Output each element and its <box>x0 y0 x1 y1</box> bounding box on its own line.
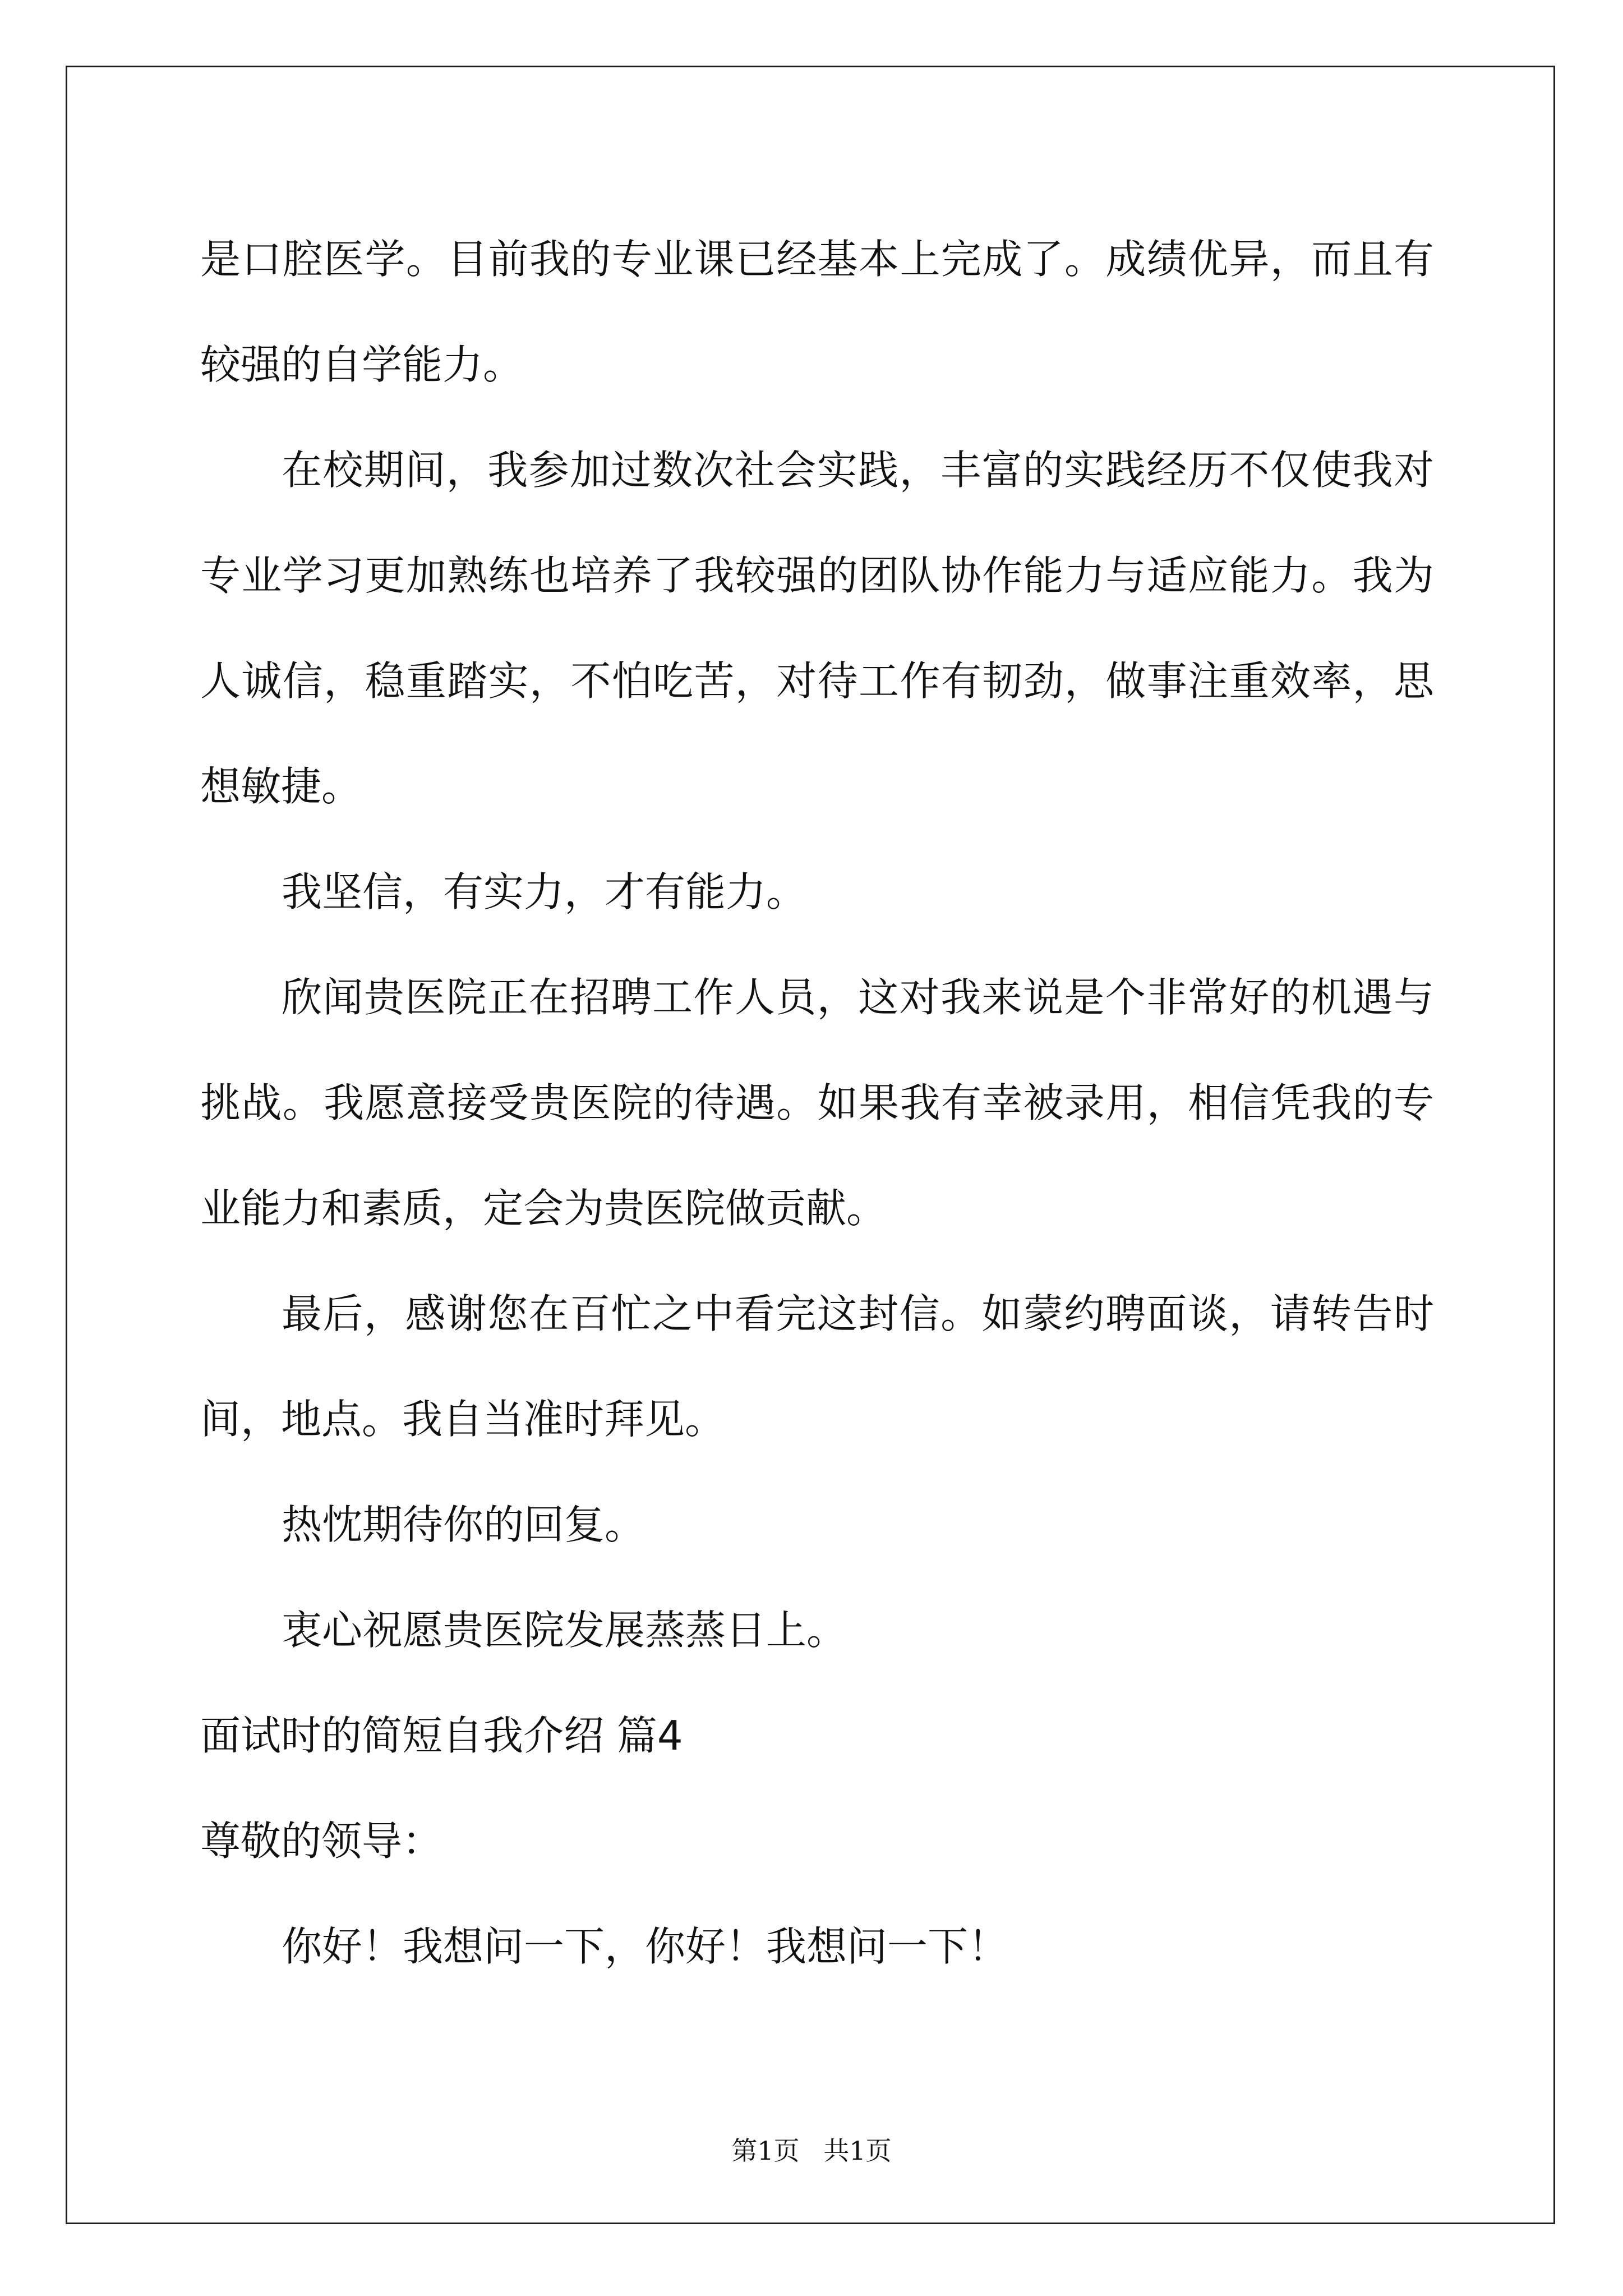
paragraph-line: 间，地点。我自当准时拜见。 <box>200 1396 726 1443</box>
page-number: 第1页 <box>731 2136 800 2166</box>
page-total: 共1页 <box>823 2136 892 2166</box>
paragraph-line: 业能力和素质，定会为贵医院做贡献。 <box>200 1185 887 1232</box>
paragraph-line: 欣闻贵医院正在招聘工作人员，这对我来说是个非常好的机遇与 <box>282 974 1434 1021</box>
paragraph-line: 在校期间，我参加过数次社会实践，丰富的实践经历不仅使我对 <box>282 447 1434 494</box>
paragraph-line: 是口腔医学。目前我的专业课已经基本上完成了。成绩优异，而且有 <box>200 236 1434 283</box>
paragraph-line: 我坚信，有实力，才有能力。 <box>282 868 807 915</box>
paragraph-line: 专业学习更加熟练也培养了我较强的团队协作能力与适应能力。我为 <box>200 552 1434 599</box>
salutation: 尊敬的领导： <box>200 1818 443 1865</box>
section-heading: 面试时的简短自我介绍 篇4 <box>200 1712 683 1759</box>
paragraph-line: 最后，感谢您在百忙之中看完这封信。如蒙约聘面谈，请转告时 <box>282 1290 1434 1337</box>
paragraph-line: 衷心祝愿贵医院发展蒸蒸日上。 <box>282 1607 847 1654</box>
paragraph-line: 人诚信，稳重踏实，不怕吃苦，对待工作有韧劲，做事注重效率，思 <box>200 657 1434 705</box>
page-footer <box>0 2131 1623 2168</box>
paragraph-line: 想敏捷。 <box>200 763 362 810</box>
paragraph-line: 挑战。我愿意接受贵医院的待遇。如果我有幸被录用，相信凭我的专 <box>200 1079 1434 1126</box>
paragraph-line: 你好！我想问一下，你好！我想问一下！ <box>282 1923 1009 1970</box>
paragraph-line: 较强的自学能力。 <box>200 341 524 388</box>
document-body <box>200 206 1434 1999</box>
paragraph-line: 热忱期待你的回复。 <box>282 1501 645 1548</box>
